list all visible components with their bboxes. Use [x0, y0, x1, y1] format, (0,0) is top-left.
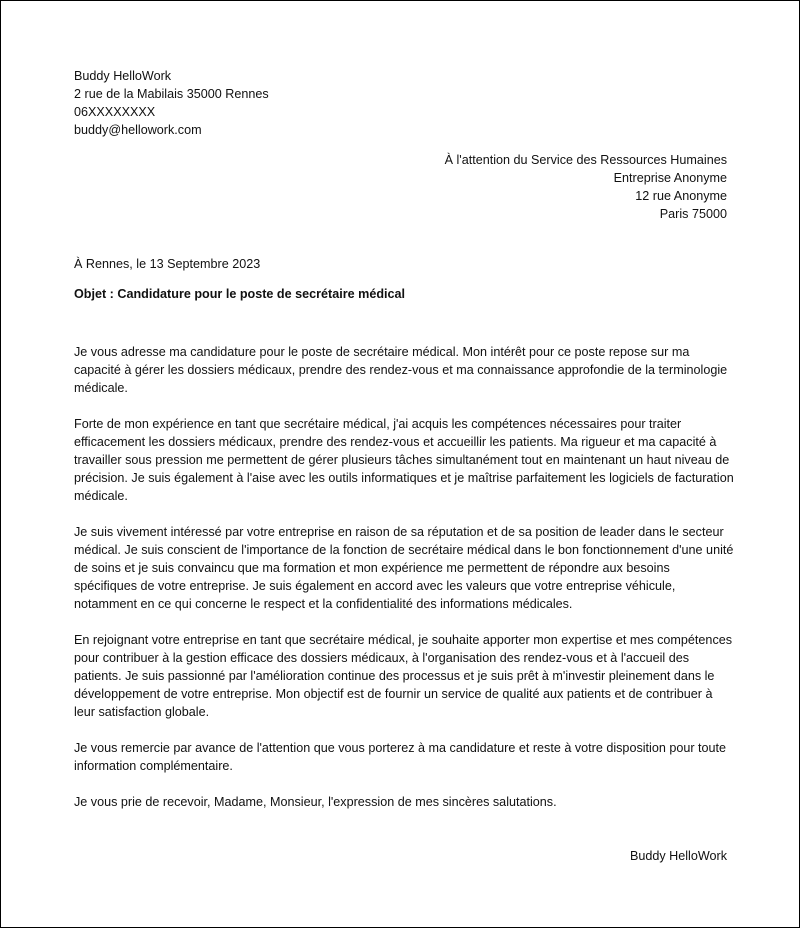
signature: Buddy HelloWork: [629, 849, 727, 863]
recipient-city: Paris 75000: [659, 207, 727, 221]
sender-block: [74, 67, 474, 139]
sender-name: Buddy HelloWork: [74, 69, 172, 83]
closing-paragraph: Je vous prie de recevoir, Madame, Monsieur, l'expression de mes sincères salutations.: [74, 795, 557, 809]
letter-body: [74, 343, 734, 829]
recipient-attention: À l'attention du Service des Ressources Humaines: [444, 153, 727, 167]
recipient-street: 12 rue Anonyme: [635, 189, 727, 203]
recipient-company: Entreprise Anonyme: [613, 171, 727, 185]
sender-email: buddy@hellowork.com: [74, 123, 202, 137]
letter-subject: Objet : Candidature pour le poste de secrétaire médical: [74, 287, 406, 301]
body-paragraph: En rejoignant votre entreprise en tant que secrétaire médical, je souhaite apporter mon expertise et mes compétences pour contribuer à la gestion efficace des dossiers médicaux, à l'organisation des rendez-vous et à l'accueil des patients. Je suis passionné par l'amélioration continue des processus et je suis prêt à m'investir pleinement dans le développement de votre entreprise. Mon objectif est de fournir un service de qualité aux patients et de contribuer à leur satisfaction globale.: [74, 633, 733, 719]
body-paragraph: Forte de mon expérience en tant que secrétaire médical, j'ai acquis les compétences nécessaires pour traiter efficacement les dossiers médicaux, prendre des rendez-vous et accueillir les patients. Ma rigueur et ma capacité à travailler sous pression me permettent de gérer plusieurs tâches simultanément tout en maintenant un haut niveau de précision. Je suis également à l'aise avec les outils informatiques et je maîtrise parfaitement les logiciels de facturation médicale.: [74, 417, 734, 503]
recipient-block: [327, 151, 727, 223]
letter-date: À Rennes, le 13 Septembre 2023: [74, 257, 261, 271]
body-paragraph: Je vous adresse ma candidature pour le poste de secrétaire médical. Mon intérêt pour ce poste repose sur ma capacité à gérer les dossiers médicaux, prendre des rendez-vous et ma connaissance approfondie de la terminologie médicale.: [74, 345, 728, 395]
sender-address: 2 rue de la Mabilais 35000 Rennes: [74, 87, 269, 101]
body-paragraph: Je vous remercie par avance de l'attention que vous porterez à ma candidature et reste à votre disposition pour toute information complémentaire.: [74, 741, 727, 773]
body-paragraph: Je suis vivement intéressé par votre entreprise en raison de sa réputation et de sa position de leader dans le secteur médical. Je suis conscient de l'importance de la fonction de secrétaire médical dans le bon fonctionnement d'une unité de soins et je suis convaincu que ma formation et mon expérience me permettent de répondre aux besoins spécifiques de votre entreprise. Je suis également en accord avec les valeurs que votre entreprise véhicule, notamment en ce qui concerne le respect et la confidentialité des informations médicales.: [74, 525, 734, 611]
sender-phone: 06XXXXXXXX: [74, 105, 156, 119]
